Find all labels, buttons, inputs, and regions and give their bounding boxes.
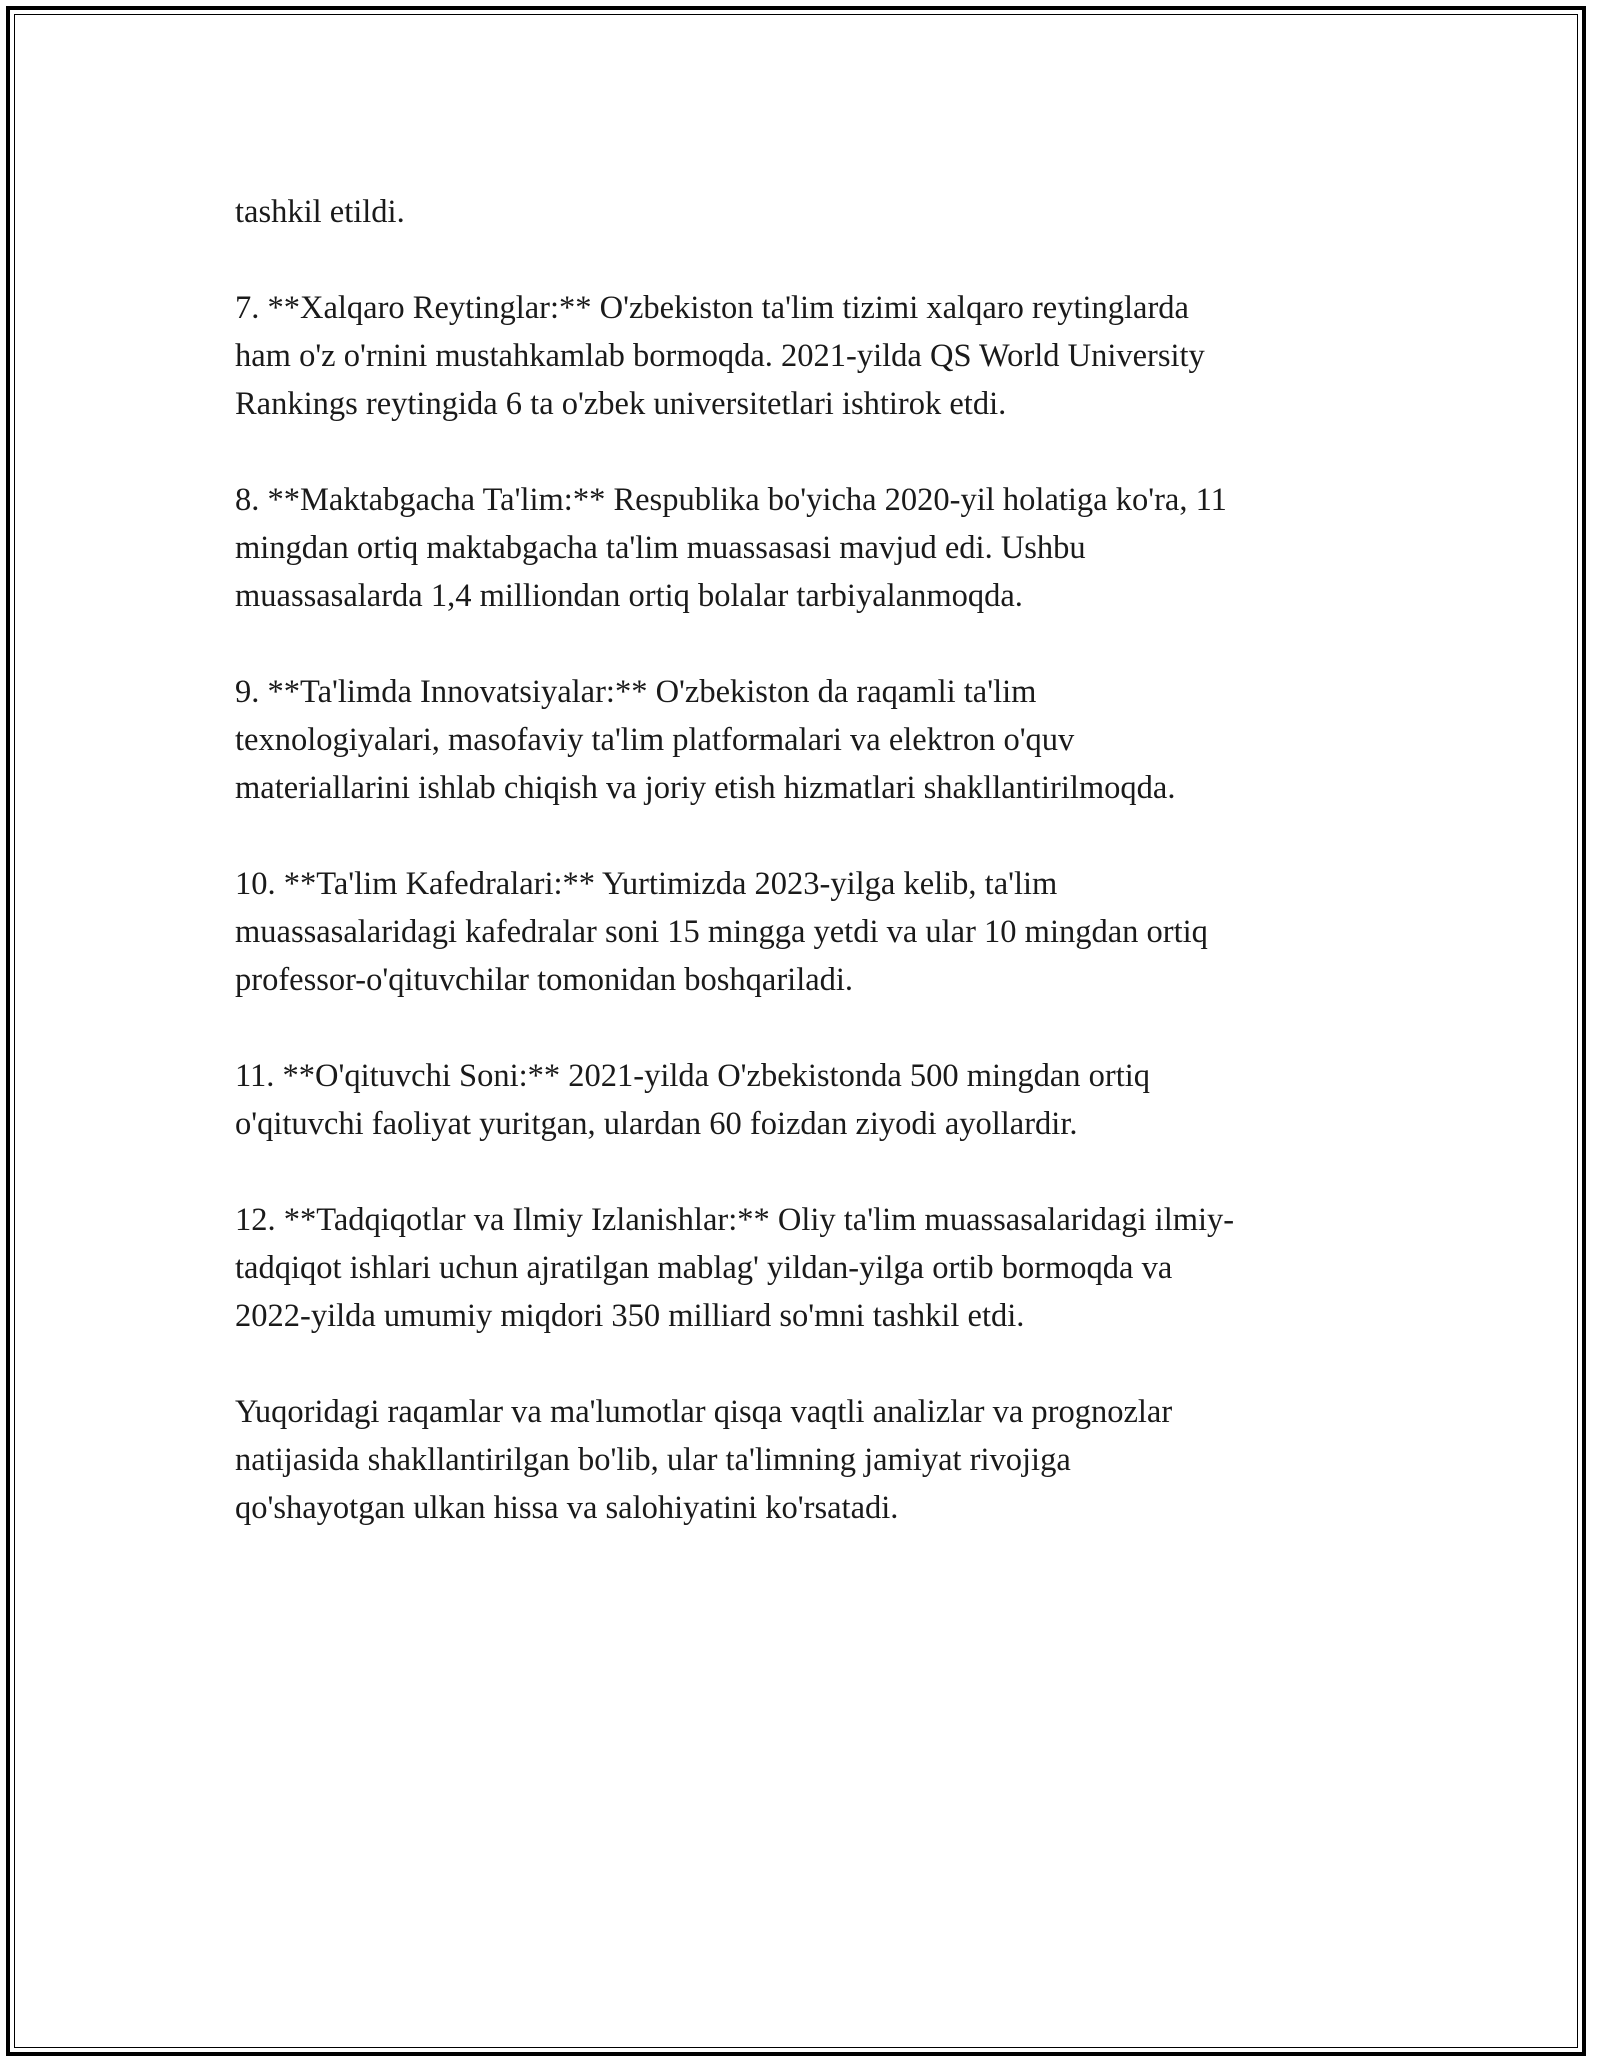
document-body	[235, 188, 1385, 1580]
paragraph-item-8: 8. **Maktabgacha Ta'lim:** Respublika bo'yicha 2020-yil holatiga ko'ra, 11 mingdan ortiq maktabgacha ta'lim muassasasi mavjud edi. Ushbu muassasalarda 1,4 milliondan ortiq bolalar tarbiyalanmoqda.	[235, 482, 1227, 614]
paragraph-item-7: 7. **Xalqaro Reytinglar:** O'zbekiston ta'lim tizimi xalqaro reytinglarda ham o'z o'rnini mustahkamlab bormoqda. 2021-yilda QS World University Rankings reytingida 6 ta o'zbek universitetlari ishtirok etdi.	[235, 290, 1205, 422]
paragraph-item-9: 9. **Ta'limda Innovatsiyalar:** O'zbekiston da raqamli ta'lim texnologiyalari, masofaviy ta'lim platformalari va elektron o'quv materiallarini ishlab chiqish va joriy etish hizmatlari shakllantirilmoqda.	[235, 674, 1176, 806]
paragraph-item-10: 10. **Ta'lim Kafedralari:** Yurtimizda 2023-yilga kelib, ta'lim muassasalaridagi kafedralar soni 15 mingga yetdi va ular 10 mingdan ortiq professor-o'qituvchilar tomonidan boshqariladi.	[235, 866, 1208, 998]
paragraph-item-12: 12. **Tadqiqotlar va Ilmiy Izlanishlar:** Oliy ta'lim muassasalaridagi ilmiy- tadqiqot ishlari uchun ajratilgan mablag' yildan-yilga ortib bormoqda va 2022-yilda umumiy miqdori 350 milliard so'mni tashkil etdi.	[235, 1202, 1235, 1334]
paragraph-item-11: 11. **O'qituvchi Soni:** 2021-yilda O'zbekistonda 500 mingdan ortiq o'qituvchi faoliyat yuritgan, ulardan 60 foizdan ziyodi ayollardir.	[235, 1058, 1150, 1142]
paragraph-conclusion: Yuqoridagi raqamlar va ma'lumotlar qisqa vaqtli analizlar va prognozlar natijasida shakllantirilgan bo'lib, ular ta'limning jamiyat rivojiga qo'shayotgan ulkan hissa va salohiyatini ko'rsatadi.	[235, 1394, 1173, 1526]
paragraph-continuation: tashkil etildi.	[235, 194, 405, 230]
